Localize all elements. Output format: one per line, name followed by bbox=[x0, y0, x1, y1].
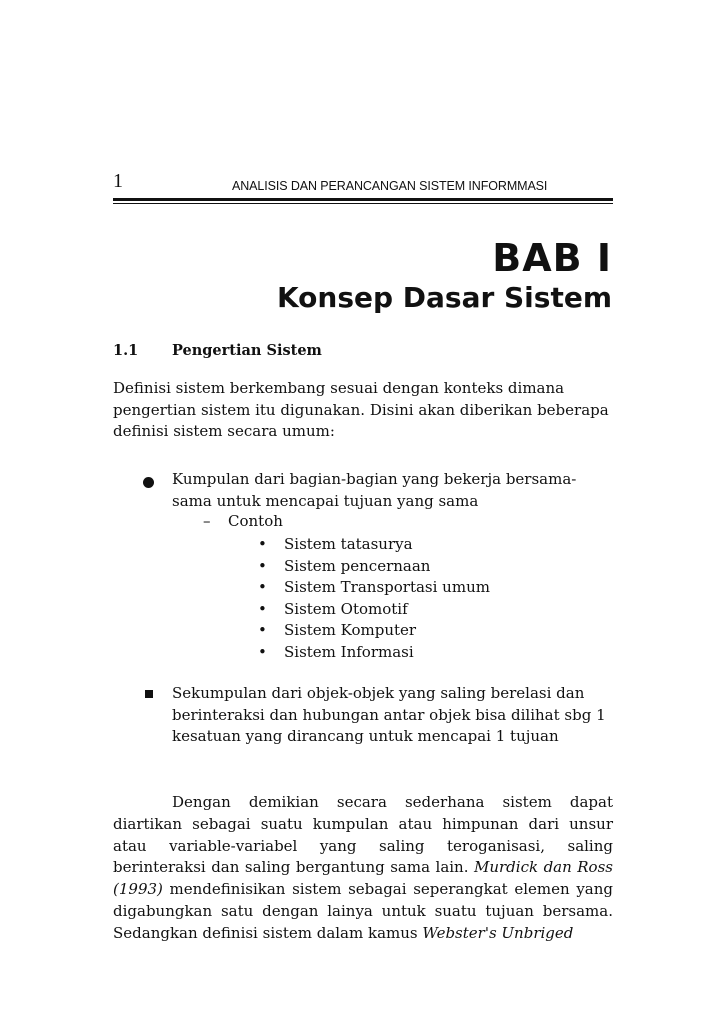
square-bullet-icon bbox=[145, 690, 153, 698]
list-item: • Sistem Informasi bbox=[258, 642, 490, 664]
list-item: • Sistem pencernaan bbox=[258, 556, 490, 578]
header-rule-thick bbox=[113, 198, 613, 201]
section-number: 1.1 bbox=[113, 342, 139, 359]
list-item: • Sistem Otomotif bbox=[258, 599, 490, 621]
intro-paragraph: Definisi sistem berkembang sesuai dengan konteks dimana pengertian sistem itu digunakan. Disini akan diberikan beberapa definisi sistem secara umum: bbox=[113, 379, 609, 440]
bullet-2-text: Sekumpulan dari objek-objek yang saling berelasi dan berinteraksi dan hubungan antar objek bisa dilihat sbg 1 kesatuan yang dirancang untuk mencapai 1 tujuan bbox=[172, 684, 606, 745]
example-list bbox=[258, 534, 490, 663]
bullet-dot-icon: • bbox=[258, 599, 267, 618]
citation-webster: Webster's Unbriged bbox=[422, 923, 574, 942]
bullet-dot-icon: • bbox=[258, 578, 267, 596]
chapter-label: BAB I bbox=[492, 236, 612, 280]
list-item: • Sistem Transportasi umum bbox=[258, 577, 490, 599]
bullet-dot-icon: • bbox=[258, 556, 267, 575]
bullet-dot-icon: • bbox=[258, 642, 267, 661]
running-title: ANALISIS DAN PERANCANGAN SISTEM INFORMMASI bbox=[232, 179, 548, 193]
header-rule-thin bbox=[113, 203, 613, 204]
citation-murdick-ross: Murdick dan Ross (1993) bbox=[113, 858, 613, 899]
body-paragraph: Dengan demikian secara sederhana sistem dapat diartikan sebagai suatu kumpulan atau himpunan dari unsur atau variable-variabel yang saling teroganisasi, saling berinteraksi dan saling bergantung sama lain. Murdick dan Ross (1993) mendefinisikan sistem sebagai seperangkat elemen yang digabungkan satu dengan lainya untuk suatu tujuan bersama. Sedangkan definisi sistem dalam kamus Webster's Unbriged bbox=[113, 793, 613, 942]
round-bullet-icon bbox=[143, 477, 154, 488]
bullet-dot-icon: • bbox=[258, 535, 267, 553]
dash-bullet-icon: – bbox=[203, 512, 211, 530]
list-item: • Sistem tatasurya bbox=[258, 534, 490, 556]
chapter-title: Konsep Dasar Sistem bbox=[276, 281, 612, 314]
page-number: 1 bbox=[113, 170, 123, 192]
list-item: • Sistem Komputer bbox=[258, 620, 490, 642]
bullet-1-text: Kumpulan dari bagian-bagian yang bekerja bersama-sama untuk mencapai tujuan yang sama bbox=[172, 470, 577, 510]
bullet-dot-icon: • bbox=[258, 621, 267, 639]
example-label: Contoh bbox=[228, 512, 283, 530]
section-title: Pengertian Sistem bbox=[172, 342, 322, 359]
